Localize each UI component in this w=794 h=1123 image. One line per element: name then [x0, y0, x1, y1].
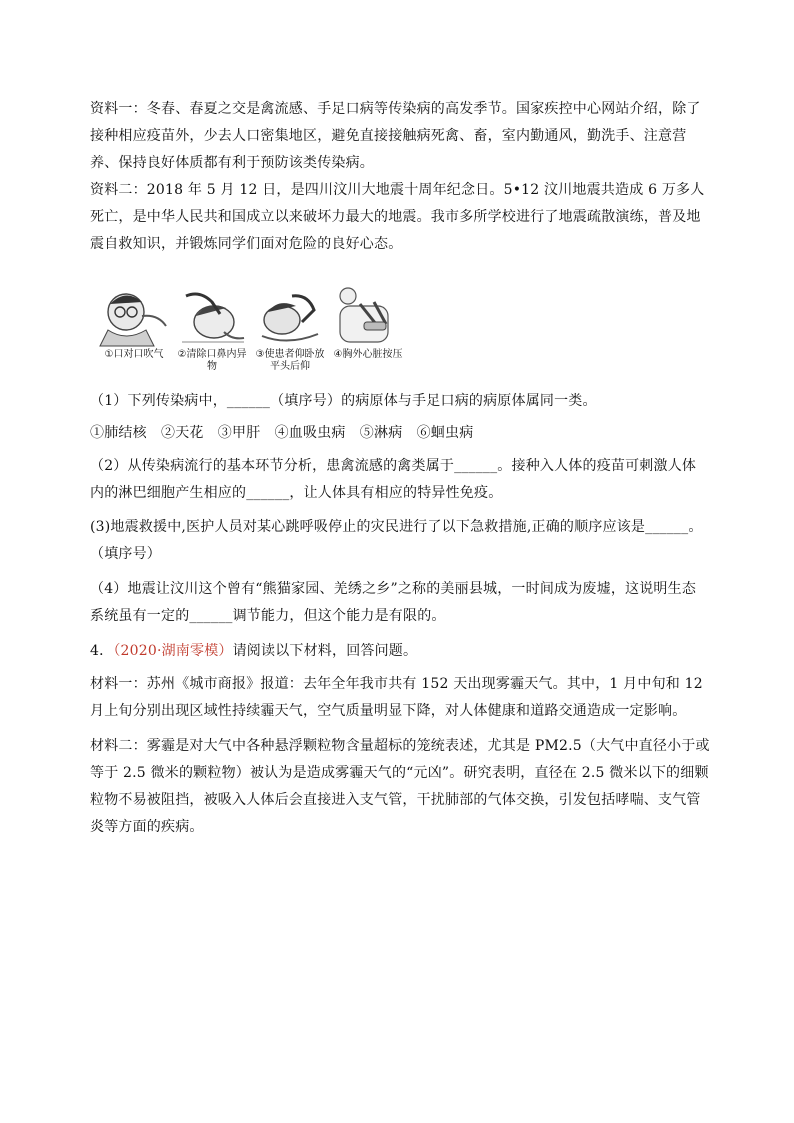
- figure-4-caption: ④胸外心脏按压: [333, 349, 403, 360]
- question-4-header: [90, 638, 710, 665]
- figure-2-caption-text: ②清除口鼻内异物: [177, 349, 247, 372]
- chest-compression-icon: [330, 286, 406, 348]
- figure-3: [252, 286, 328, 378]
- head-tilt-icon: [252, 286, 328, 348]
- question-number: 4．: [90, 643, 114, 659]
- figure-1: [96, 286, 172, 378]
- material-2-text: 资料二：2018 年 5 月 12 日，是四川汶川大地震十周年纪念日。5•12 汶川地震共造成 6 万多人死亡，是中华人民共和国成立以来破坏力最大的地震。我市多所学校进行了地震疏散演练，普及地震自救知识，并锻炼同学们面对危险的良好心态。: [90, 182, 705, 252]
- material-1-text: 资料一：冬春、春夏之交是禽流感、手足口病等传染病的高发季节。国家疾控中心网站介绍，除了接种相应疫苗外，少去人口密集地区，避免直接接触病死禽、畜，室内勤通风，勤洗手、注意营养、保持良好体质都有利于预防该类传染病。: [90, 101, 701, 171]
- figure-4: [330, 286, 406, 378]
- question-3: (3)地震救援中,医护人员对某心跳呼吸停止的灾民进行了以下急救措施,正确的顺序应该是______。（填序号）: [90, 519, 703, 562]
- passage-2: 材料二：雾霾是对大气中各种悬浮颗粒物含量超标的笼统表述，尤其是 PM2.5（大气中直径小于或等于 2.5 微米的颗粒物）被认为是造成雾霾天气的“元凶”。研究表明，直径在 2.5 微米以下的细颗粒物不易被阻挡，被吸入人体后会直接进入支气管，干扰肺部的气体交换，引发包括哮喘、支气管炎等方面的疾病。: [90, 738, 710, 835]
- figure-2-caption: [174, 349, 250, 373]
- figure-3-caption: ③使患者仰卧放平头后仰: [255, 349, 325, 372]
- first-aid-figures: [96, 286, 403, 378]
- figure-2: [174, 286, 250, 378]
- question-1: （1）下列传染病中，______（填序号）的病原体与手足口病的病原体属同一类。: [90, 393, 597, 409]
- figure-1-caption: ①口对口吹气: [104, 349, 164, 360]
- clear-airway-icon: [174, 286, 250, 348]
- question-4: （4）地震让汶川这个曾有“熊猫家园、羌绣之乡”之称的美丽县城，一时间成为废墟，这说明生态系统虽有一定的______调节能力，但这个能力是有限的。: [90, 581, 697, 624]
- question-source: （2020·湖南零模）: [113, 643, 233, 659]
- question-intro: 请阅读以下材料，回答问题。: [232, 643, 418, 659]
- question-2: （2）从传染病流行的基本环节分析，患禽流感的禽类属于______。接种入人体的疫苗可刺激人体内的淋巴细胞产生相应的______，让人体具有相应的特异性免疫。: [90, 458, 697, 501]
- question-1-options: ①肺结核 ②天花 ③甲肝 ④血吸虫病 ⑤淋病 ⑥蛔虫病: [90, 425, 474, 441]
- passage-1: 材料一：苏州《城市商报》报道：去年全年我市共有 152 天出现雾霾天气。其中，1 月中旬和 12 月上旬分别出现区域性持续霾天气，空气质量明显下降，对人体健康和道路交通造成一定影响。: [90, 676, 703, 719]
- mouth-to-mouth-icon: [96, 286, 172, 348]
